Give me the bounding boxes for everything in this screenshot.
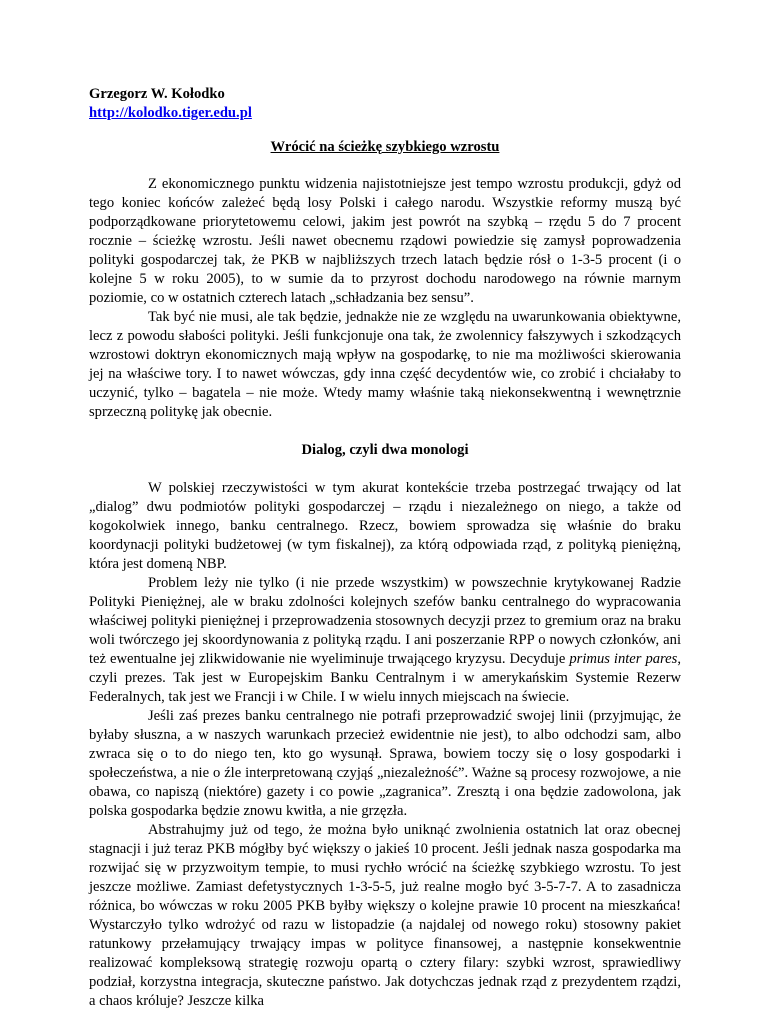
paragraph-dialog-2-text-a: Problem leży nie tylko (i nie przede wszystkim) w powszechnie krytykowanej Radzie Polityki Pieniężnej, ale w braku zdolności kolejnych szefów banku centralnego do wypracowania właściwej polityki pieniężnej i przeprowadzenia stosownych decyzji przez to gremium oraz na braku woli twórczego jej skoordynowania z polityką rządu. I ani poszerzanie RPP o nowych członków, ani też ewentualne jej zlikwidowanie nie wyeliminuje trwającego kryzysu. Decyduje [89, 575, 681, 667]
article-title: Wrócić na ścieżkę szybkiego wzrostu [270, 139, 500, 155]
paragraph-intro-2: Tak być nie musi, ale tak będzie, jednakże nie ze względu na uwarunkowania obiektywne, lecz z powodu słabości polityki. Jeśli funkcjonuje ona tak, że zwolennicy fałszywych i szkodzących wzrostowi doktryn ekonomicznych mają wpływ na gospodarkę, to nie ma możliwości skierowania jej na właściwe tory. I to nawet wówczas, gdy inna część decydentów wie, co zrobić i chciałaby to uczynić, tylko – bagatela – nie może. Wtedy mamy właśnie taką niekonsekwentną i wewnętrznie sprzeczną politykę jak obecnie. [89, 309, 681, 420]
paragraph-dialog-2-italic: primus inter pares [569, 651, 678, 667]
paragraph-intro-1: Z ekonomicznego punktu widzenia najistotniejsze jest tempo wzrostu produkcji, gdyż od tego koniec końców zależeć będą losy Polski i całego narodu. Wszystkie reformy muszą być podporządkowane priorytetowemu celowi, jakim jest powrót na szybką – rzędu 5 do 7 procent rocznie – ścieżkę wzrostu. Jeśli nawet obecnemu rządowi powiedzie się zamysł poprowadzenia polityki gospodarczej tak, że PKB w najbliższych trzech latach będzie rósł o 1-3-5 procent (i o kolejne 5 w roku 2005), to w sumie da to przyrost dochodu narodowego na równie marnym poziomie, co w ostatnich czterech latach „schładzania bez sensu”. [89, 176, 681, 306]
author-name: Grzegorz W. Kołodko [89, 86, 225, 102]
paragraph-dialog-2-text-b: , czyli prezes. Tak jest w Europejskim Banku Centralnym i w amerykańskim Systemie Rezerw Federalnych, tak jest we Francji i w Chile. I w wielu innych miejscach na świecie. [89, 651, 681, 705]
paragraph-dialog-2 [89, 574, 681, 707]
section-heading: Dialog, czyli dwa monologi [301, 442, 469, 458]
author-website-link[interactable]: http://kolodko.tiger.edu.pl [89, 105, 252, 121]
paragraph-dialog-1: W polskiej rzeczywistości w tym akurat kontekście trzeba postrzegać trwający od lat „dialog” dwu podmiotów polityki gospodarczej – rządu i niezależnego on niego, a także od kogokolwiek innego, banku centralnego. Rzecz, bowiem sprowadza się właśnie do braku koordynacji polityki budżetowej (w tym fiskalnej), za którą odpowiada rząd, z polityką pieniężną, która jest domeną NBP. [89, 480, 681, 572]
paragraph-dialog-3: Jeśli zaś prezes banku centralnego nie potrafi przeprowadzić swojej linii (przyjmując, że byłaby słuszna, a w naszych warunkach przecież ewidentnie nie jest), to albo odchodzi sam, albo zwraca się o to do niego ten, kto go wysunął. Sprawa, bowiem toczy się o losy gospodarki i społeczeństwa, a nie o źle interpretowaną czyjąś „niezależność”. Ważne są procesy rozwojowe, a nie obawa, co napiszą (niektóre) gazety i co powie „zagranica”. Zresztą i ona będzie zadowolona, jak polska gospodarka będzie znowu kwitła, a nie grzęzła. [89, 708, 681, 819]
document-page [89, 85, 681, 1011]
paragraph-dialog-4: Abstrahujmy już od tego, że można było uniknąć zwolnienia ostatnich lat oraz obecnej stagnacji i już teraz PKB mógłby być większy o jakieś 10 procent. Jeśli jednak nasza gospodarka ma rozwijać się w przyzwoitym tempie, to musi rychło wrócić na ścieżkę szybkiego wzrostu. To jest jeszcze możliwe. Zamiast defetystycznych 1-3-5-5, już realne mogło być 3-5-7-7. A to zasadnicza różnica, bo wówczas w roku 2005 PKB byłby większy o kolejne prawie 10 procent na mieszkańca! Wystarczyło tylko wdrożyć od razu w listopadzie (a najdalej od nowego roku) stosowny pakiet ratunkowy przełamujący trwający impas w polityce finansowej, a następnie konsekwentnie realizować kompleksową strategię rozwoju opartą o cztery filary: szybki wzrost, sprawiedliwy podział, korzystna integracja, skuteczne państwo. Jak dotychczas jednak rząd z prezydentem rządzi, a chaos króluje? Jeszcze kilka [89, 822, 681, 1009]
